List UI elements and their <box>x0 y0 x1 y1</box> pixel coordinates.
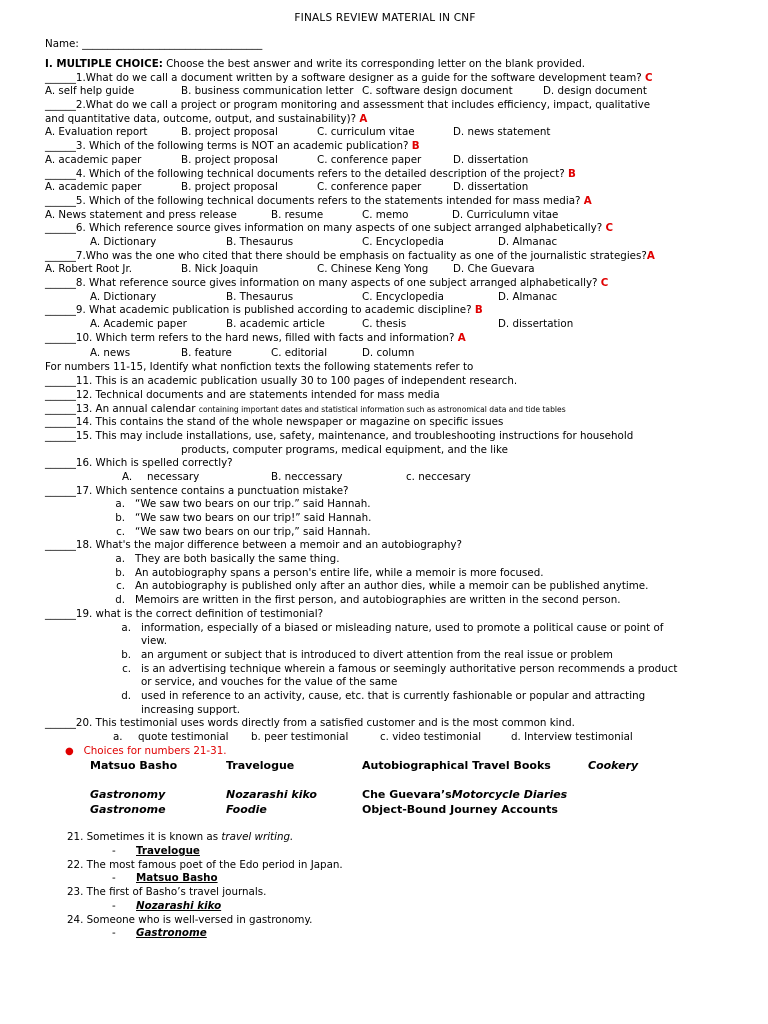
option: D. Che Guevara <box>453 263 535 276</box>
item-text: 23. The first of Basho’s travel journals. <box>67 886 267 899</box>
document-title: FINALS REVIEW MATERIAL IN CNF <box>294 12 476 24</box>
answer-key: C <box>605 222 614 235</box>
item-21-answer <box>45 845 735 859</box>
section-instruction: Choose the best answer and write its corresponding letter on the blank provided. <box>162 58 586 70</box>
option-letter: b. <box>115 566 125 579</box>
question-13 <box>45 403 735 417</box>
option-letter: a. <box>113 731 123 743</box>
option: A. Robert Root Jr. <box>45 263 133 276</box>
answer-key: A <box>646 249 655 262</box>
option-letter: a. <box>115 498 125 511</box>
option-text: “We saw two bears on our trip!” said Hannah. <box>135 512 372 524</box>
option: A. academic paper <box>45 181 142 194</box>
choice: Travelogue <box>226 759 295 773</box>
option: A. self help guide <box>45 85 135 98</box>
question-text: ______1.What do we call a document written by a software designer as a guide for the software development team? <box>45 71 645 84</box>
option-text: They are both basically the same thing. <box>135 553 340 566</box>
choice: Autobiographical Travel Books <box>362 759 551 773</box>
question-text: ______10. Which term refers to the hard news, filled with facts and information? <box>45 331 458 344</box>
item-text: 21. Sometimes it is known as <box>67 831 222 844</box>
indent-spacer <box>45 471 122 485</box>
answer-key: B <box>568 167 576 180</box>
options-3 <box>45 154 735 168</box>
option-a <box>45 553 735 567</box>
option: C. software design document <box>362 85 513 98</box>
option-text: view. <box>141 635 168 648</box>
question-17: ______17. Which sentence contains a punctuation mistake? <box>45 484 349 497</box>
item-22 <box>45 859 735 873</box>
question-text: and quantitative data, outcome, output, and sustainability)? <box>45 112 360 125</box>
section-heading <box>45 58 735 72</box>
item-21 <box>45 831 735 845</box>
question-text-small: containing important dates and statistical information such as astronomical data and tide tables <box>198 404 566 414</box>
spacer <box>45 773 735 787</box>
choices-heading-text: Choices for numbers 21-31. <box>83 744 227 757</box>
option-letter: b. <box>115 512 125 524</box>
option-letter: b. <box>121 648 131 661</box>
question-text: ______4. Which of the following technical documents refers to the detailed description of the project? <box>45 167 568 180</box>
option: B. feature <box>181 347 232 360</box>
item-text-italic: travel writing. <box>221 831 294 844</box>
option: D. column <box>362 347 415 360</box>
option-text: an argument or subject that is introduced to divert attention from the real issue or problem <box>141 648 613 661</box>
option: C. Encyclopedia <box>362 235 444 248</box>
answer-key: A <box>359 112 368 125</box>
choice: Gastronomy <box>90 788 166 802</box>
answer-text: Nozarashi kiko <box>136 899 222 912</box>
option: A. Dictionary <box>90 290 157 303</box>
option-c <box>45 580 735 594</box>
question-15: ______15. This may include installations, use, safety, maintenance, and troubleshooting instructions for household <box>45 429 634 442</box>
option-d-cont <box>45 704 735 718</box>
option: C. conference paper <box>317 181 422 194</box>
option-text: information, especially of a biased or misleading nature, used to promote a political cause or point of <box>141 621 664 634</box>
answer-key: A <box>583 194 592 207</box>
dash: - <box>112 927 116 940</box>
section-title: I. MULTIPLE CHOICE: <box>45 58 163 70</box>
question-19: ______19. what is the correct definition of testimonial? <box>45 607 324 620</box>
indent-spacer <box>45 704 141 718</box>
option: B. Nick Joaquin <box>181 263 259 276</box>
choices-row-2 <box>45 787 735 802</box>
question-6 <box>45 222 735 236</box>
option-letter: A. <box>122 470 133 483</box>
answer-text: Gastronome <box>136 927 207 940</box>
question-4 <box>45 168 735 182</box>
option-letter: a. <box>115 553 125 566</box>
option-b <box>45 567 735 581</box>
question-text: ______8. What reference source gives information on many aspects of one subject arranged alphabetically? <box>45 277 601 289</box>
option-text: “We saw two bears on our trip,” said Hannah. <box>135 525 371 538</box>
option: c. neccesary <box>406 470 471 483</box>
name-field[interactable]: Name: ___________________________________ <box>45 38 263 50</box>
question-18: ______18. What's the major difference between a memoir and an autobiography? <box>45 539 462 552</box>
option: D. dissertation <box>453 181 529 194</box>
indent-spacer <box>45 318 90 332</box>
spacer <box>45 817 735 831</box>
option-b <box>45 512 735 526</box>
indent-spacer <box>45 787 90 802</box>
option: D. news statement <box>453 126 551 139</box>
question-text: ______13. An annual calendar <box>45 402 199 415</box>
answer-key: A <box>457 331 466 344</box>
question-12: ______12. Technical documents and are statements intended for mass media <box>45 388 440 401</box>
options-10 <box>45 345 735 361</box>
option-letter: d. <box>115 594 125 607</box>
options-1 <box>45 85 735 99</box>
option-text: used in reference to an activity, cause, etc. that is currently fashionable or popular and attracting <box>141 689 646 702</box>
dash: - <box>112 845 116 858</box>
options-4 <box>45 181 735 195</box>
option: D. Almanac <box>498 235 558 248</box>
option: c. video testimonial <box>380 731 482 743</box>
option: B. business communication letter <box>181 85 354 98</box>
question-10 <box>45 332 735 346</box>
item-22-answer <box>45 872 735 886</box>
options-7 <box>45 263 735 277</box>
question-2 <box>45 99 735 113</box>
option-c <box>45 663 735 677</box>
indent-spacer <box>45 635 141 649</box>
answer-text: Matsuo Basho <box>136 872 218 885</box>
option: C. thesis <box>362 318 407 331</box>
option: C. curriculum vitae <box>317 126 415 139</box>
answer-key: C <box>645 71 653 84</box>
option-letter: c. <box>116 580 125 593</box>
option-letter: d. <box>121 689 131 702</box>
choices-row-1 <box>45 758 735 773</box>
question-16: ______16. Which is spelled correctly? <box>45 457 233 470</box>
indent-spacer <box>45 236 90 250</box>
bullet-icon: ● <box>65 745 74 757</box>
option: C. Chinese Keng Yong <box>317 263 429 276</box>
indent-spacer <box>45 291 90 305</box>
options-16 <box>45 471 735 485</box>
option-letter: c. <box>116 525 125 538</box>
question-9 <box>45 304 735 318</box>
option-c <box>45 526 735 540</box>
option: B. resume <box>271 208 324 221</box>
choice-italic: Motorcycle Diaries <box>451 788 568 802</box>
options-8 <box>45 291 735 305</box>
question-11: ______11. This is an academic publication usually 30 to 100 pages of independent research. <box>45 375 518 388</box>
option-a <box>45 498 735 512</box>
options-2 <box>45 126 735 140</box>
option: D. Curriculumn vitae <box>452 208 559 221</box>
option: D. Almanac <box>498 290 558 303</box>
option: B. project proposal <box>181 126 278 139</box>
option: C. Encyclopedia <box>362 290 444 303</box>
dash: - <box>112 899 116 912</box>
options-5 <box>45 209 735 223</box>
option-text: “We saw two bears on our trip.” said Hannah. <box>135 498 371 511</box>
choices-heading <box>45 745 735 759</box>
indent-spacer <box>45 802 90 817</box>
option-text: increasing support. <box>141 703 241 716</box>
item-24 <box>45 914 735 928</box>
choice: Gastronome <box>90 803 166 817</box>
answer-key: C <box>600 277 609 289</box>
option: A. News statement and press release <box>45 208 237 221</box>
option: C. conference paper <box>317 153 422 166</box>
item-23 <box>45 886 735 900</box>
item-24-answer <box>45 927 735 941</box>
option-text: or service, and vouches for the value of the same <box>141 676 398 689</box>
option-d <box>45 690 735 704</box>
indent-spacer <box>45 676 141 690</box>
answer-key: B <box>474 304 483 317</box>
option-b <box>45 649 735 663</box>
option-c-cont <box>45 676 735 690</box>
choice: Che Guevara’s <box>362 788 452 802</box>
option-letter: c. <box>122 662 131 675</box>
question-text: ______5. Which of the following technical documents refers to the statements intended for mass media? <box>45 194 584 207</box>
answer-text: Travelogue <box>136 845 200 858</box>
option: necessary <box>147 470 200 483</box>
indent-spacer <box>45 731 113 745</box>
choice: Cookery <box>588 759 639 773</box>
option-text: Memoirs are written in the first person, and autobiographies are written in the second person. <box>135 594 621 607</box>
options-9 <box>45 318 735 332</box>
question-5 <box>45 195 735 209</box>
option-d <box>45 594 735 608</box>
question-3 <box>45 140 735 154</box>
option: A. Academic paper <box>90 318 187 331</box>
option: D. dissertation <box>498 318 574 331</box>
option: d. Interview testimonial <box>511 731 633 743</box>
review-document <box>45 10 735 941</box>
option: B. project proposal <box>181 153 278 166</box>
question-2-cont <box>45 113 735 127</box>
choice: Foodie <box>226 803 267 817</box>
option: A. Evaluation report <box>45 126 148 139</box>
dash: - <box>112 872 116 885</box>
option: B. academic article <box>226 318 325 331</box>
option-text: An autobiography spans a person's entire life, while a memoir is more focused. <box>135 566 544 579</box>
option: C. memo <box>362 208 409 221</box>
options-6 <box>45 236 735 250</box>
option: B. Thesaurus <box>226 290 294 303</box>
choice: Object-Bound Journey Accounts <box>362 803 558 817</box>
option: B. neccessary <box>271 470 343 483</box>
question-20: ______20. This testimonial uses words directly from a satisfied customer and is the most common kind. <box>45 717 575 730</box>
option-letter: a. <box>121 621 131 634</box>
option: quote testimonial <box>138 731 229 743</box>
option-text: An autobiography is published only after an author dies, while a memoir can be published anytime. <box>135 580 649 593</box>
question-text: ______7.Who was the one who cited that there should be emphasis on factuality as one of the journalistic strategies? <box>45 249 647 262</box>
option: A. academic paper <box>45 153 142 166</box>
choice: Matsuo Basho <box>90 759 178 773</box>
question-15-cont: products, computer programs, medical equipment, and the like <box>181 443 508 456</box>
question-14: ______14. This contains the stand of the whole newspaper or magazine on specific issues <box>45 416 504 429</box>
option-a <box>45 622 735 636</box>
option: D. dissertation <box>453 153 529 166</box>
option-text: is an advertising technique wherein a famous or seemingly authoritative person recommends a product <box>141 662 678 675</box>
choice: Nozarashi kiko <box>226 788 317 802</box>
option: A. Dictionary <box>90 235 157 248</box>
item-text: 24. Someone who is well-versed in gastronomy. <box>67 913 313 926</box>
option: D. design document <box>543 85 647 98</box>
question-text: ______9. What academic publication is published according to academic discipline? <box>45 304 475 317</box>
choices-row-3 <box>45 802 735 817</box>
option: C. editorial <box>271 347 328 360</box>
option: b. peer testimonial <box>251 731 349 743</box>
answer-key: B <box>411 140 420 153</box>
option: A. news <box>90 347 131 360</box>
item-text: 22. The most famous poet of the Edo period in Japan. <box>67 858 343 871</box>
indent-spacer <box>45 345 90 361</box>
question-7 <box>45 250 735 264</box>
option-a-cont <box>45 635 735 649</box>
identify-instruction: For numbers 11-15, Identify what nonfiction texts the following statements refer to <box>45 361 474 374</box>
question-text: ______3. Which of the following terms is NOT an academic publication? <box>45 140 412 153</box>
question-text: ______6. Which reference source gives information on many aspects of one subject arranged alphabetically? <box>45 222 606 235</box>
question-text: ______2.What do we call a project or program monitoring and assessment that includes efficiency, impact, qualitative <box>45 99 651 112</box>
options-20 <box>45 731 735 745</box>
item-23-answer <box>45 900 735 914</box>
indent-spacer <box>45 758 90 773</box>
option: B. Thesaurus <box>226 235 294 248</box>
question-1 <box>45 72 735 86</box>
question-8 <box>45 277 735 291</box>
option: B. project proposal <box>181 181 278 194</box>
